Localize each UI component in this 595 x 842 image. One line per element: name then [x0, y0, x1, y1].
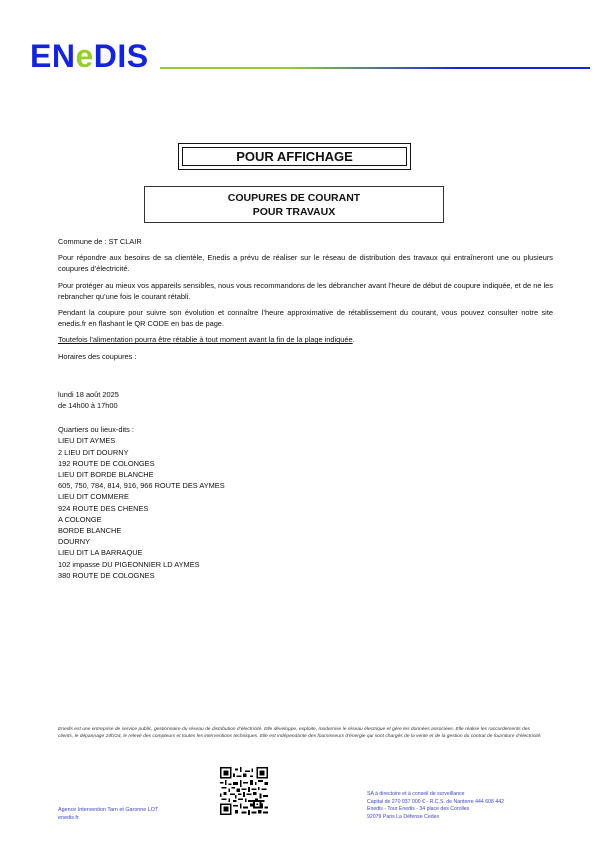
legal-line: 92079 Paris La Défense Cedex: [367, 813, 440, 820]
list-item: LIEU DIT AYMES: [58, 436, 116, 446]
header-divider: [160, 67, 590, 69]
outage-date: lundi 18 août 2025: [58, 389, 119, 399]
list-item: 2 LIEU DIT DOURNY: [58, 447, 129, 457]
legal-line: Enedis - Tour Enedis - 34 place des Corolles: [367, 806, 470, 813]
commune: Commune de : ST CLAIR: [58, 237, 142, 246]
site-link[interactable]: enedis.fr: [58, 814, 79, 821]
list-item: LIEU DIT BORDE BLANCHE: [58, 470, 154, 480]
page-title: POUR AFFICHAGE: [182, 147, 407, 166]
qr-code-icon[interactable]: [220, 767, 268, 815]
list-item: 605, 750, 784, 814, 916, 966 ROUTE DES AYMES: [58, 481, 225, 491]
agency-name: Agence Intervention Tarn et Garonne LOT: [58, 807, 159, 813]
quartiers-list: [58, 435, 553, 581]
quartiers-label: Quartiers ou lieux-dits :: [58, 425, 134, 435]
list-item: 102 impasse DU PIGEONNIER LD AYMES: [58, 559, 200, 569]
footer-disclaimer: Enedis est une entreprise de service public, gestionnaire du réseau de distribution d’électricité. Elle développe, exploite, modernise le réseau électrique et gère les données associées. Elle réalise les raccordements des clients, le dépannage 24h/24, le relevé des compteurs et toutes les interventions techniques. Elle est indépendante des fournisseurs d’énergie qui sont chargés de la vente et de la gestion du contrat de fourniture d’électricité.: [58, 727, 542, 740]
legal-line: SA à directoire et à conseil de surveillance: [367, 791, 465, 797]
warning-period: .: [352, 335, 355, 345]
enedis-logo: ENeDIS: [30, 38, 149, 74]
list-item: DOURNY: [58, 537, 91, 547]
subtitle-line1: COUPURES DE COURANT: [227, 192, 361, 204]
list-item: LIEU DIT COMMERE: [58, 492, 129, 502]
list-item: 192 ROUTE DE COLONGES: [58, 458, 155, 468]
subtitle-box: [144, 186, 444, 223]
list-item: A COLONGE: [58, 514, 102, 524]
list-item: LIEU DIT LA BARRAQUE: [58, 548, 143, 558]
outage-time: de 14h00 à 17h00: [58, 401, 118, 411]
subtitle-line2: POUR TRAVAUX: [252, 206, 336, 218]
paragraph-devices: Pour protéger au mieux vos appareils sensibles, nous vous recommandons de les débrancher avant l’heure de début de coupure indiquée, et de ne les rebrancher qu’une fois le courant rétabli.: [58, 280, 553, 301]
paragraph-intro: Pour répondre aux besoins de sa clientèle, Enedis a prévu de réaliser sur le réseau de distribution des travaux qui entraîneront une ou plusieurs coupures d’électricité.: [58, 253, 553, 274]
list-item: 924 ROUTE DES CHENES: [58, 503, 149, 513]
legal-line: Capital de 270 037 000 € - R.C.S. de Nanterre 444 608 442: [367, 798, 504, 805]
title-box: [178, 143, 411, 170]
notice-body: [58, 236, 553, 581]
paragraph-qrcode: Pendant la coupure pour suivre son évolution et connaître l’heure approximative de rétablissement du courant, vous pouvez consulter notre site enedis.fr en flashant le QR CODE en bas de page.: [58, 308, 553, 329]
list-item: BORDE BLANCHE: [58, 526, 122, 536]
legal-info: [367, 791, 504, 821]
paragraph-warning: [58, 334, 553, 345]
agency-info: [58, 807, 158, 822]
horaires-label: Horaires des coupures :: [58, 351, 137, 361]
list-item: 380 ROUTE DE COLOGNES: [58, 570, 155, 580]
warning-text: Toutefois l’alimentation pourra être rétablie à tout moment avant la fin de la plage indiquée: [58, 335, 353, 345]
